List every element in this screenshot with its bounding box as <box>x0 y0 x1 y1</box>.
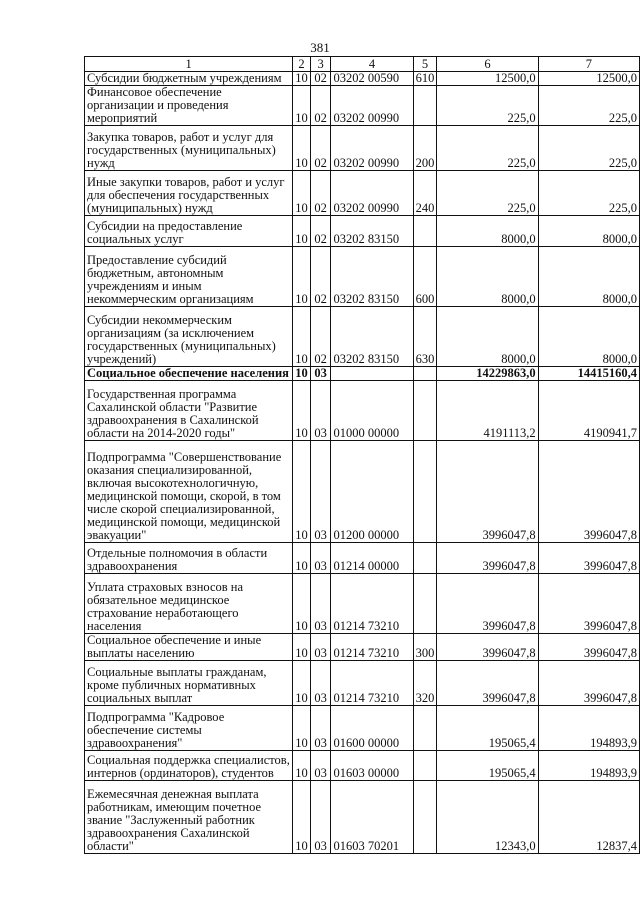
row-name-cell: Социальное обеспечение населения <box>85 367 293 381</box>
row-name-cell: Субсидии бюджетным учреждениям <box>85 72 293 86</box>
row-name-cell: Ежемесячная денежная выплата работникам, имеющим почетное звание "Заслуженный работник здравоохранения Сахалинской области" <box>85 781 293 854</box>
row-amount-2-cell: 3996047,8 <box>538 441 639 543</box>
row-amount-2-cell: 8000,0 <box>538 216 639 247</box>
row-subsection-cell: 02 <box>310 72 331 86</box>
row-amount-2-cell: 12500,0 <box>538 72 639 86</box>
row-section-cell: 10 <box>293 367 311 381</box>
row-subsection-cell: 02 <box>310 307 331 367</box>
table-row <box>85 171 640 216</box>
table-row <box>85 543 640 574</box>
row-section-cell: 10 <box>293 86 311 126</box>
row-section-cell: 10 <box>293 126 311 171</box>
header-col-2: 2 <box>293 57 311 72</box>
table-row <box>85 72 640 86</box>
table-row <box>85 381 640 441</box>
table-row <box>85 751 640 781</box>
row-amount-2-cell: 194893,9 <box>538 751 639 781</box>
row-code-cell: 01214 73210 <box>331 574 413 634</box>
row-section-cell: 10 <box>293 751 311 781</box>
row-subsection-cell: 02 <box>310 171 331 216</box>
row-section-cell: 10 <box>293 706 311 751</box>
row-name-cell: Социальные выплаты гражданам, кроме публичных нормативных социальных выплат <box>85 661 293 706</box>
row-code-cell: 01214 00000 <box>331 543 413 574</box>
row-subsection-cell: 03 <box>310 781 331 854</box>
row-code-cell: 01600 00000 <box>331 706 413 751</box>
row-type-cell: 630 <box>413 307 437 367</box>
row-code-cell: 01214 73210 <box>331 661 413 706</box>
row-type-cell: 240 <box>413 171 437 216</box>
row-code-cell: 03202 00990 <box>331 171 413 216</box>
row-type-cell <box>413 706 437 751</box>
row-subsection-cell: 03 <box>310 634 331 661</box>
row-amount-1-cell: 225,0 <box>437 171 538 216</box>
row-code-cell <box>331 367 413 381</box>
row-section-cell: 10 <box>293 634 311 661</box>
row-name-cell: Государственная программа Сахалинской области "Развитие здравоохранения в Сахалинской области на 2014-2020 годы" <box>85 381 293 441</box>
row-type-cell: 610 <box>413 72 437 86</box>
row-amount-1-cell: 14229863,0 <box>437 367 538 381</box>
row-amount-1-cell: 8000,0 <box>437 247 538 307</box>
table-row <box>85 574 640 634</box>
row-name-cell: Социальное обеспечение и иные выплаты населению <box>85 634 293 661</box>
table-row <box>85 441 640 543</box>
row-type-cell <box>413 381 437 441</box>
row-name-cell: Отдельные полномочия в области здравоохранения <box>85 543 293 574</box>
row-amount-1-cell: 3996047,8 <box>437 574 538 634</box>
row-amount-1-cell: 195065,4 <box>437 751 538 781</box>
row-name-cell: Финансовое обеспечение организации и проведения мероприятий <box>85 86 293 126</box>
row-amount-1-cell: 4191113,2 <box>437 381 538 441</box>
row-section-cell: 10 <box>293 543 311 574</box>
page-number: 381 <box>310 40 330 55</box>
row-code-cell: 03202 00990 <box>331 126 413 171</box>
row-amount-1-cell: 3996047,8 <box>437 543 538 574</box>
row-name-cell: Предоставление субсидий бюджетным, автономным учреждениям и иным некоммерческим организациям <box>85 247 293 307</box>
row-code-cell: 03202 00990 <box>331 86 413 126</box>
row-type-cell: 300 <box>413 634 437 661</box>
row-section-cell: 10 <box>293 307 311 367</box>
row-amount-2-cell: 225,0 <box>538 86 639 126</box>
row-section-cell: 10 <box>293 381 311 441</box>
row-section-cell: 10 <box>293 247 311 307</box>
row-code-cell: 03202 83150 <box>331 216 413 247</box>
row-name-cell: Субсидии на предоставление социальных услуг <box>85 216 293 247</box>
row-subsection-cell: 02 <box>310 247 331 307</box>
row-code-cell: 01000 00000 <box>331 381 413 441</box>
row-type-cell: 600 <box>413 247 437 307</box>
row-amount-2-cell: 3996047,8 <box>538 661 639 706</box>
row-subsection-cell: 03 <box>310 574 331 634</box>
row-type-cell <box>413 781 437 854</box>
row-section-cell: 10 <box>293 661 311 706</box>
row-subsection-cell: 03 <box>310 381 331 441</box>
row-amount-1-cell: 12500,0 <box>437 72 538 86</box>
budget-table <box>84 56 640 854</box>
row-section-cell: 10 <box>293 72 311 86</box>
row-name-cell: Подпрограмма "Совершенствование оказания специализированной, включая высокотехнологичную, медицинской помощи, скорой, в том числе скорой специализированной, медицинской помощи, медицинской эвакуации" <box>85 441 293 543</box>
row-subsection-cell: 02 <box>310 86 331 126</box>
row-amount-1-cell: 225,0 <box>437 126 538 171</box>
row-type-cell <box>413 86 437 126</box>
row-code-cell: 01214 73210 <box>331 634 413 661</box>
row-name-cell: Субсидии некоммерческим организациям (за исключением государственных (муниципальных) учреждений) <box>85 307 293 367</box>
row-amount-2-cell: 225,0 <box>538 126 639 171</box>
row-type-cell <box>413 543 437 574</box>
table-row <box>85 247 640 307</box>
header-col-7: 7 <box>538 57 639 72</box>
row-amount-1-cell: 12343,0 <box>437 781 538 854</box>
row-amount-2-cell: 3996047,8 <box>538 574 639 634</box>
header-col-6: 6 <box>437 57 538 72</box>
table-row <box>85 634 640 661</box>
row-amount-2-cell: 194893,9 <box>538 706 639 751</box>
row-type-cell <box>413 441 437 543</box>
row-code-cell: 03202 83150 <box>331 307 413 367</box>
row-subsection-cell: 03 <box>310 706 331 751</box>
row-type-cell: 320 <box>413 661 437 706</box>
row-section-cell: 10 <box>293 574 311 634</box>
row-amount-1-cell: 225,0 <box>437 86 538 126</box>
table-row <box>85 216 640 247</box>
row-amount-1-cell: 3996047,8 <box>437 441 538 543</box>
header-col-4: 4 <box>331 57 413 72</box>
row-amount-2-cell: 3996047,8 <box>538 543 639 574</box>
row-type-cell <box>413 367 437 381</box>
row-amount-2-cell: 225,0 <box>538 171 639 216</box>
row-name-cell: Иные закупки товаров, работ и услуг для обеспечения государственных (муниципальных) нужд <box>85 171 293 216</box>
row-code-cell: 03202 83150 <box>331 247 413 307</box>
row-amount-1-cell: 3996047,8 <box>437 661 538 706</box>
row-subsection-cell: 03 <box>310 441 331 543</box>
table-row <box>85 706 640 751</box>
row-code-cell: 01200 00000 <box>331 441 413 543</box>
row-section-cell: 10 <box>293 781 311 854</box>
table-row <box>85 661 640 706</box>
header-col-1: 1 <box>85 57 293 72</box>
row-amount-2-cell: 8000,0 <box>538 307 639 367</box>
row-subsection-cell: 03 <box>310 661 331 706</box>
table-row <box>85 126 640 171</box>
row-amount-1-cell: 3996047,8 <box>437 634 538 661</box>
row-type-cell: 200 <box>413 126 437 171</box>
table-row <box>85 86 640 126</box>
row-code-cell: 01603 00000 <box>331 751 413 781</box>
row-amount-2-cell: 4190941,7 <box>538 381 639 441</box>
header-col-5: 5 <box>413 57 437 72</box>
row-section-cell: 10 <box>293 171 311 216</box>
row-type-cell <box>413 751 437 781</box>
row-name-cell: Закупка товаров, работ и услуг для государственных (муниципальных) нужд <box>85 126 293 171</box>
row-subsection-cell: 03 <box>310 751 331 781</box>
header-row <box>85 57 640 72</box>
row-amount-2-cell: 3996047,8 <box>538 634 639 661</box>
table-row <box>85 781 640 854</box>
row-subsection-cell: 03 <box>310 367 331 381</box>
header-col-3: 3 <box>310 57 331 72</box>
row-code-cell: 03202 00590 <box>331 72 413 86</box>
row-name-cell: Уплата страховых взносов на обязательное медицинское страхование неработающего населения <box>85 574 293 634</box>
row-amount-1-cell: 8000,0 <box>437 216 538 247</box>
row-type-cell <box>413 216 437 247</box>
row-amount-2-cell: 8000,0 <box>538 247 639 307</box>
row-amount-2-cell: 12837,4 <box>538 781 639 854</box>
row-subsection-cell: 02 <box>310 126 331 171</box>
row-section-cell: 10 <box>293 441 311 543</box>
row-name-cell: Социальная поддержка специалистов, интернов (ординаторов), студентов <box>85 751 293 781</box>
table-row <box>85 307 640 367</box>
row-amount-1-cell: 195065,4 <box>437 706 538 751</box>
row-code-cell: 01603 70201 <box>331 781 413 854</box>
row-section-cell: 10 <box>293 216 311 247</box>
row-name-cell: Подпрограмма "Кадровое обеспечение системы здравоохранения" <box>85 706 293 751</box>
row-type-cell <box>413 574 437 634</box>
row-subsection-cell: 03 <box>310 543 331 574</box>
row-amount-1-cell: 8000,0 <box>437 307 538 367</box>
row-subsection-cell: 02 <box>310 216 331 247</box>
table-row <box>85 367 640 381</box>
row-amount-2-cell: 14415160,4 <box>538 367 639 381</box>
